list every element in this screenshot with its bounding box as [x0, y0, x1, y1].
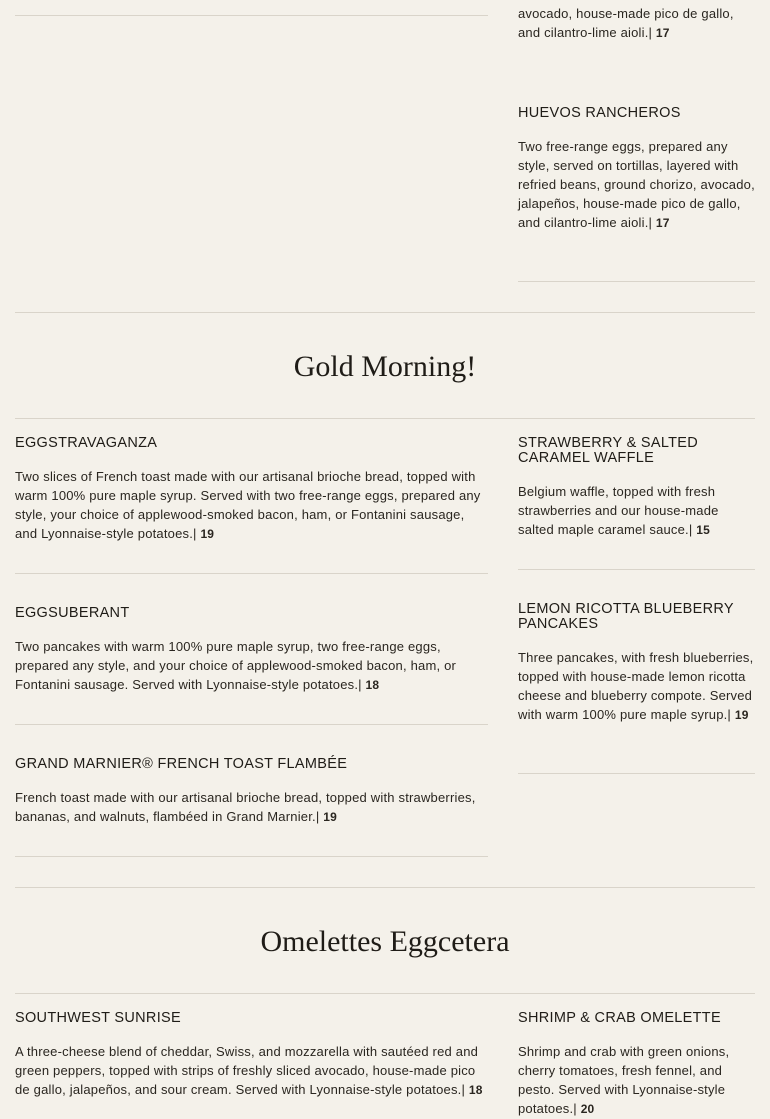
divider [15, 573, 488, 574]
menu-item-eggsuberant [15, 606, 488, 695]
divider [518, 569, 755, 570]
item-name: LEMON RICOTTA BLUEBERRY PANCAKES [518, 601, 734, 632]
menu-item-shrimp-crab-omelette [518, 1011, 755, 1119]
menu-item-grand-marnier-french-toast [15, 757, 488, 827]
divider [15, 856, 488, 857]
menu-item-huevos-rancheros [518, 106, 755, 233]
menu-item-southwest-sunrise [15, 1011, 488, 1100]
item-price: 17 [655, 26, 670, 40]
menu-item-strawberry-waffle [518, 436, 755, 540]
item-description: A three-cheese blend of cheddar, Swiss, and mozzarella with sautéed red and green peppers, topped with strips of freshly sliced avocado, house-made pico de gallo, jalapeños, and sour cream. Served with Lyonnaise-style potatoes.| 18 [15, 1044, 483, 1097]
item-name: GRAND MARNIER® FRENCH TOAST FLAMBÉE [15, 756, 348, 772]
menu-item-eggstravaganza [15, 436, 488, 544]
item-price: 20 [580, 1102, 595, 1116]
section-divider [15, 418, 755, 419]
section-title-omelettes: Omelettes Eggcetera [260, 925, 510, 958]
item-description: Two slices of French toast made with our artisanal brioche bread, topped with warm 100% pure maple syrup. Served with two free-range eggs, prepared any style, your choice of applewood-smoked bacon, ham, or Fontanini sausage, and Lyonnaise-style potatoes.| 19 [15, 469, 481, 541]
item-description: avocado, house-made pico de gallo, and cilantro-lime aioli.| 17 [518, 6, 734, 40]
item-name: STRAWBERRY & SALTED CARAMEL WAFFLE [518, 435, 699, 466]
item-description: Two free-range eggs, prepared any style, served on tortillas, layered with refried beans, ground chorizo, avocado, jalapeños, house-made pico de gallo, and cilantro-lime aioli.| 17 [518, 139, 755, 230]
item-price: 19 [734, 708, 749, 722]
item-description: Belgium waffle, topped with fresh strawberries and our house-made salted maple caramel sauce.| 15 [518, 484, 719, 537]
item-price: 18 [365, 678, 380, 692]
item-price: 15 [696, 523, 711, 537]
item-price: 17 [655, 216, 670, 230]
item-name: EGGSUBERANT [15, 605, 130, 621]
item-description: Three pancakes, with fresh blueberries, topped with house-made lemon ricotta cheese and blueberry compote. Served with warm 100% pure maple syrup.| 19 [518, 650, 754, 722]
item-price: 19 [200, 527, 215, 541]
item-name: SOUTHWEST SUNRISE [15, 1010, 181, 1026]
section-divider [15, 887, 755, 888]
item-name: SHRIMP & CRAB OMELETTE [518, 1010, 721, 1026]
section-divider [15, 993, 755, 994]
item-description: Shrimp and crab with green onions, cherry tomatoes, fresh fennel, and pesto. Served with Lyonnaise-style potatoes.| 20 [518, 1044, 730, 1116]
divider [518, 281, 755, 282]
divider [15, 724, 488, 725]
divider [15, 15, 488, 16]
menu-item-partial [518, 4, 755, 43]
item-price: 18 [468, 1083, 483, 1097]
item-name: HUEVOS RANCHEROS [518, 105, 681, 121]
item-description: French toast made with our artisanal brioche bread, topped with strawberries, bananas, and walnuts, flambéed in Grand Marnier.| 19 [15, 790, 476, 824]
menu-item-lemon-ricotta-pancakes [518, 602, 755, 725]
item-description: Two pancakes with warm 100% pure maple syrup, two free-range eggs, prepared any style, and your choice of applewood-smoked bacon, ham, or Fontanini sausage. Served with Lyonnaise-style potatoes.| 18 [15, 639, 457, 692]
item-price: 19 [323, 810, 337, 824]
section-divider [15, 312, 755, 313]
section-title-gold-morning: Gold Morning! [293, 350, 477, 383]
item-name: EGGSTRAVAGANZA [15, 435, 158, 451]
divider [518, 773, 755, 774]
